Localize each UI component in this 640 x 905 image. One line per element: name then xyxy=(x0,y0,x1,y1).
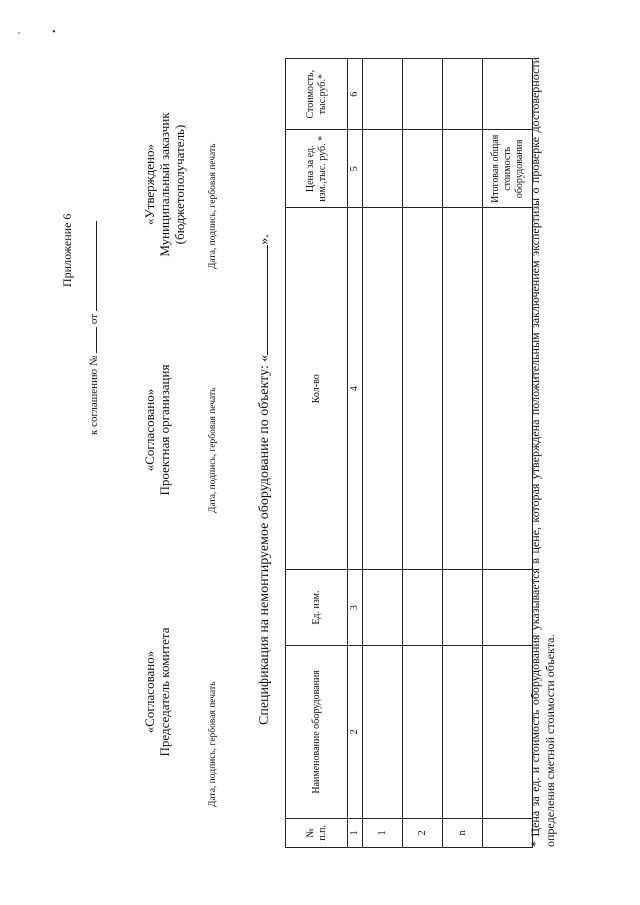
column-number: 6 xyxy=(348,59,363,130)
column-number: 3 xyxy=(348,570,363,646)
empty-cell xyxy=(483,208,533,570)
row-number: 1 xyxy=(363,818,403,847)
header-cell: Кол-во xyxy=(286,208,348,570)
header-cell: Наименование оборудования xyxy=(286,645,348,818)
unit-cell[interactable] xyxy=(363,570,403,646)
signature-role: Муниципальный заказчик xyxy=(157,112,172,257)
signature-role-detail: (бюджетополучатель) xyxy=(172,124,187,245)
total-cost-cell[interactable] xyxy=(483,59,533,130)
column-number: 2 xyxy=(348,645,363,818)
signature-hint: Дата, подпись, гербовая печать xyxy=(208,387,218,513)
signature-status: «Согласовано» xyxy=(142,650,157,734)
unit-price-cell[interactable] xyxy=(443,130,483,208)
quantity-cell[interactable] xyxy=(403,208,443,570)
row-number: 2 xyxy=(403,818,443,847)
agreement-prefix: к соглашению № xyxy=(88,355,100,435)
footnote: * Цена за ед. и стоимость оборудования указывается в цене, которая утверждена положительным заключением экспертизы о проверке достоверности определения сметной стоимости объекта. xyxy=(528,57,557,847)
column-number: 5 xyxy=(348,130,363,208)
unit-cell[interactable] xyxy=(443,570,483,646)
column-number: 4 xyxy=(348,208,363,570)
header-cell: № п.п. xyxy=(286,818,348,847)
row-number: n xyxy=(443,818,483,847)
equipment-name-cell[interactable] xyxy=(363,645,403,818)
spec-title-prefix: Спецификация на немонтируемое оборудование по объекту: « xyxy=(257,354,272,725)
equipment-name-cell[interactable] xyxy=(403,645,443,818)
unit-price-cell[interactable] xyxy=(363,130,403,208)
agreement-number-blank[interactable] xyxy=(86,327,97,353)
equipment-name-cell[interactable] xyxy=(443,645,483,818)
object-name-blank[interactable] xyxy=(257,245,268,355)
unit-price-cell[interactable] xyxy=(403,130,443,208)
total-label: Итоговая общая стоимость оборудования xyxy=(483,130,533,208)
column-number-row xyxy=(348,59,363,848)
table-header-row xyxy=(286,59,348,848)
scan-mark: ' xyxy=(18,30,20,42)
agreement-reference xyxy=(86,221,100,435)
empty-cell xyxy=(483,570,533,646)
equipment-spec-table xyxy=(285,58,533,848)
empty-cell xyxy=(483,818,533,847)
table-row xyxy=(363,59,403,848)
total-row xyxy=(483,59,533,848)
cost-cell[interactable] xyxy=(443,59,483,130)
spec-title xyxy=(257,234,273,725)
signature-hint: Дата, подпись, гербовая печать xyxy=(208,681,218,807)
signature-block-design-org xyxy=(142,350,172,510)
column-number: 1 xyxy=(348,818,363,847)
signature-block-committee xyxy=(142,612,172,772)
cost-cell[interactable] xyxy=(363,59,403,130)
header-cell: Цена за ед. изм.,тыс. руб. * xyxy=(286,130,348,208)
agreement-from: от xyxy=(88,313,100,325)
table-row xyxy=(403,59,443,848)
signature-hint: Дата, подпись, гербовая печать xyxy=(208,143,218,269)
signature-role: Проектная организация xyxy=(157,364,172,496)
agreement-date-blank[interactable] xyxy=(86,221,97,311)
table-row xyxy=(443,59,483,848)
header-cell: Ед. изм. xyxy=(286,570,348,646)
quantity-cell[interactable] xyxy=(363,208,403,570)
signature-block-customer xyxy=(142,102,187,267)
empty-cell xyxy=(483,645,533,818)
quantity-cell[interactable] xyxy=(443,208,483,570)
appendix-label: Приложение 6 xyxy=(60,213,74,287)
signature-role: Председатель комитета xyxy=(157,627,172,757)
spec-title-suffix: ». xyxy=(257,234,272,245)
scan-mark: • xyxy=(52,26,56,38)
signature-status: «Утверждено» xyxy=(142,143,157,226)
signature-status: «Согласовано» xyxy=(142,388,157,472)
header-cell: Стоимость, тыс.руб.* xyxy=(286,59,348,130)
unit-cell[interactable] xyxy=(403,570,443,646)
cost-cell[interactable] xyxy=(403,59,443,130)
